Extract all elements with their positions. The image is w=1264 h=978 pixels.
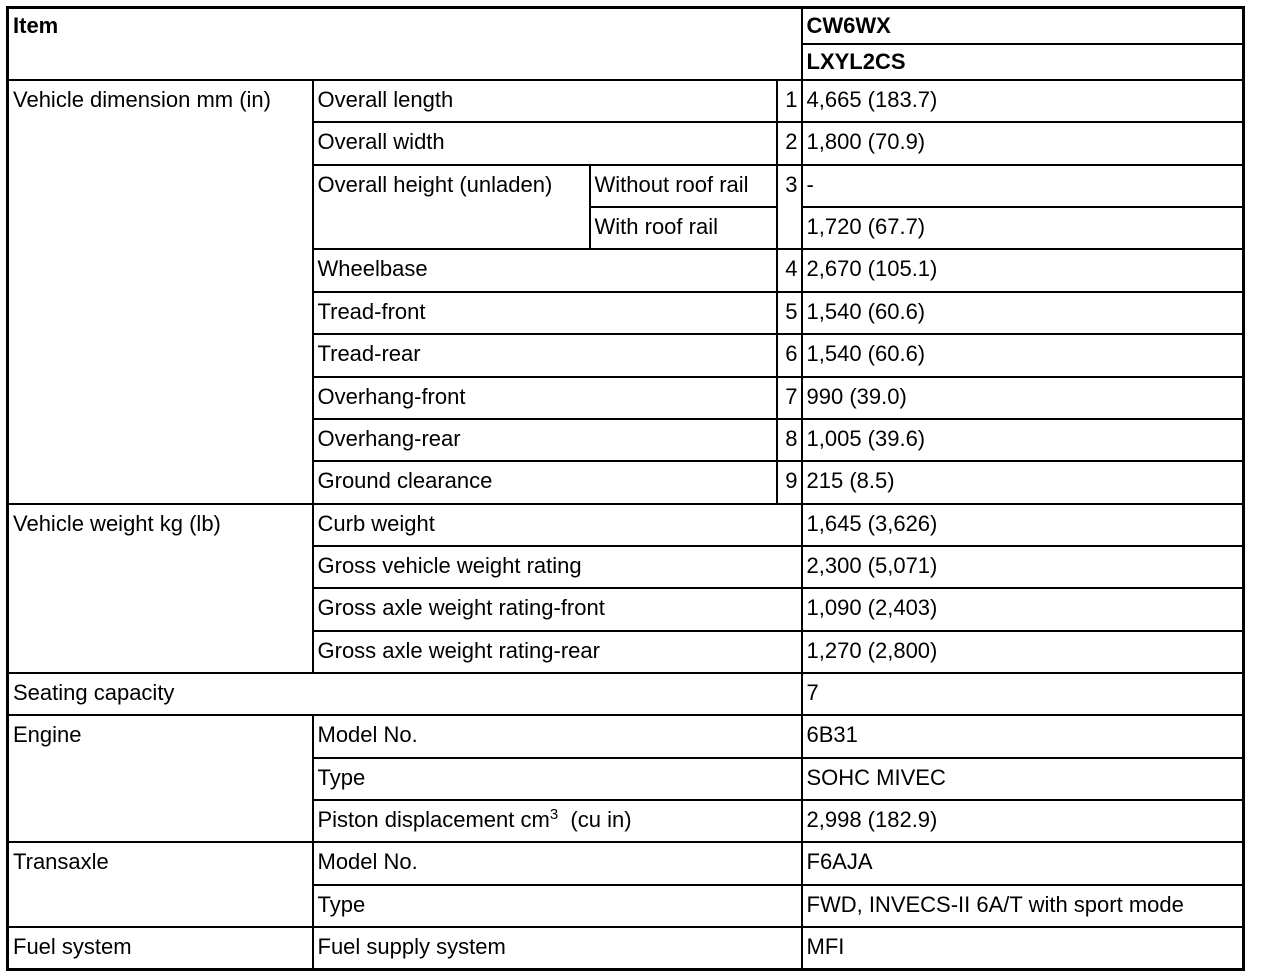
transaxle-group-label: Transaxle [8,842,313,927]
ref-number: 5 [777,292,802,334]
ref-number: 7 [777,377,802,419]
row-label: Tread-rear [313,334,777,376]
row-value: 2,300 (5,071) [802,546,1244,588]
ref-number: 1 [777,80,802,122]
row-value: 1,540 (60.6) [802,292,1244,334]
ref-number: 9 [777,461,802,503]
row-label: Overall height (unladen) [313,165,590,250]
seating-label: Seating capacity [8,673,802,715]
row-value: 1,800 (70.9) [802,122,1244,164]
row-label: Wheelbase [313,249,777,291]
variant-code-header: LXYL2CS [802,44,1244,80]
ref-number: 3 [777,165,802,250]
row-value: - [802,165,1244,207]
row-label: Overall width [313,122,777,164]
table-row [8,927,1244,970]
row-label: Gross axle weight rating-front [313,588,802,630]
table-row [8,842,1244,884]
table-row [8,715,1244,757]
row-value: 1,005 (39.6) [802,419,1244,461]
row-value: 1,645 (3,626) [802,504,1244,546]
fuel-group-label: Fuel system [8,927,313,970]
item-header: Item [8,8,802,81]
specification-table [6,6,1245,971]
table-row [8,80,1244,122]
table-row [8,504,1244,546]
displacement-label: Piston displacement cm [317,806,550,832]
row-value: 2,670 (105.1) [802,249,1244,291]
row-value: 7 [802,673,1244,715]
row-label: Overall length [313,80,777,122]
header-row-model [8,8,1244,44]
row-label: Curb weight [313,504,802,546]
row-label: Model No. [313,715,802,757]
row-value: 215 (8.5) [802,461,1244,503]
row-value: MFI [802,927,1244,970]
row-label: Gross axle weight rating-rear [313,631,802,673]
dimension-group-label: Vehicle dimension mm (in) [8,80,313,503]
ref-number: 4 [777,249,802,291]
row-label: Type [313,885,802,927]
table-row [8,673,1244,715]
row-label: Gross vehicle weight rating [313,546,802,588]
row-label: Model No. [313,842,802,884]
row-label: Overhang-front [313,377,777,419]
row-value: 1,540 (60.6) [802,334,1244,376]
row-value: 1,720 (67.7) [802,207,1244,249]
row-value: 6B31 [802,715,1244,757]
row-value: 4,665 (183.7) [802,80,1244,122]
row-value: 2,998 (182.9) [802,800,1244,842]
row-value: SOHC MIVEC [802,758,1244,800]
row-value: 990 (39.0) [802,377,1244,419]
row-label: Ground clearance [313,461,777,503]
sub-label: Without roof rail [590,165,777,207]
row-label: Fuel supply system [313,927,802,970]
sub-label: With roof rail [590,207,777,249]
row-value: F6AJA [802,842,1244,884]
row-label: Type [313,758,802,800]
row-value: 1,270 (2,800) [802,631,1244,673]
weight-group-label: Vehicle weight kg (lb) [8,504,313,673]
row-value: FWD, INVECS-II 6A/T with sport mode [802,885,1244,927]
row-label: Tread-front [313,292,777,334]
superscript-cubed: 3 [549,805,559,823]
model-code-header: CW6WX [802,8,1244,44]
row-value: 1,090 (2,403) [802,588,1244,630]
ref-number: 8 [777,419,802,461]
displacement-unit: (cu in) [570,806,632,832]
engine-group-label: Engine [8,715,313,842]
row-label-displacement [313,800,802,842]
ref-number: 2 [777,122,802,164]
row-label: Overhang-rear [313,419,777,461]
ref-number: 6 [777,334,802,376]
